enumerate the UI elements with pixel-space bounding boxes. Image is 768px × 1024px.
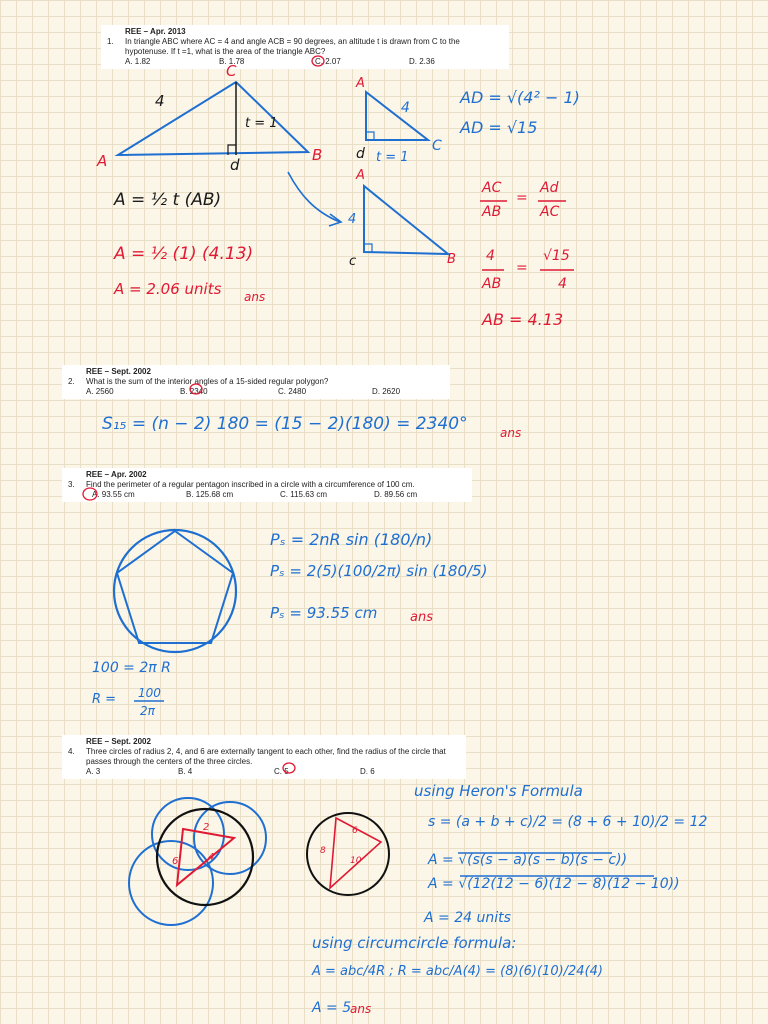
question-2-source: REE – Sept. 2002 xyxy=(86,367,151,376)
question-2-stem: What is the sum of the interior angles of a 15-sided regular polygon? xyxy=(86,377,329,386)
ratio-right-num: Ad xyxy=(540,180,559,196)
q4-area-result: A = 24 units xyxy=(424,910,511,926)
q4-circumcircle-formula: A = abc/4R ; R = abc/A(4) = (8)(6)(10)/24(4) xyxy=(312,964,603,979)
q3-circumference-eq: 100 = 2π R xyxy=(92,660,171,676)
q4-choice-c: C. 5 xyxy=(274,767,289,776)
q1-small-label-C: C xyxy=(432,138,442,154)
q2-choice-b: B. 2340 xyxy=(180,387,208,396)
q4-answer-circle xyxy=(283,763,295,773)
q1-small-label-d: d xyxy=(356,146,365,162)
q4-choice-d: D. 6 xyxy=(360,767,375,776)
q1-label-B: B xyxy=(312,146,323,164)
q1-rot-label-B: B xyxy=(447,252,456,267)
q4-small-label-8: 8 xyxy=(320,846,326,856)
q4-big-label-6: 6 xyxy=(172,856,179,867)
ratio2-right-den: 4 xyxy=(558,276,567,292)
q2-choice-a: A. 2560 xyxy=(86,387,114,396)
q2-equation: S₁₅ = (n − 2) 180 = (15 − 2)(180) = 2340° xyxy=(102,414,468,434)
q3-formula: Pₛ = 2nR sin (180/n) xyxy=(270,530,433,549)
q1-rot-label-A: A xyxy=(356,168,365,183)
q3-choice-a: A. 93.55 cm xyxy=(92,490,135,499)
q3-choice-c: C. 115.63 cm xyxy=(280,490,327,499)
ratio-right-den: AC xyxy=(540,204,560,220)
q3-choice-d: D. 89.56 cm xyxy=(374,490,418,499)
q4-semiperimeter: s = (a + b + c)/2 = (8 + 6 + 10)/2 = 12 xyxy=(428,814,708,830)
q1-label-side-4: 4 xyxy=(155,92,165,110)
q4-heron-title: using Heron's Formula xyxy=(414,782,583,800)
ratio-equals: = xyxy=(516,190,528,206)
ratio2-left-den: AB xyxy=(482,276,502,292)
q4-ans: ans xyxy=(350,1002,372,1016)
q1-area-formula: A = ½ t (AB) xyxy=(114,190,222,210)
q4-circle-radius-6 xyxy=(129,841,213,925)
q3-radius-num: 100 xyxy=(138,686,161,700)
q1-choice-a: A. 1.82 xyxy=(125,57,151,66)
q1-small-right-angle xyxy=(366,132,374,140)
question-4-stem: Three circles of radius 2, 4, and 6 are externally tangent to each other, find the radius of the circle that passes through the centers of the three circles. xyxy=(86,747,446,766)
q1-label-A: A xyxy=(97,152,108,170)
question-3-stem: Find the perimeter of a regular pentagon inscribed in a circle with a circumference of 100 cm. xyxy=(86,480,415,489)
question-4-source: REE – Sept. 2002 xyxy=(86,737,151,746)
q1-ad-result: AD = √15 xyxy=(460,118,538,137)
q1-rot-label-c: c xyxy=(349,254,357,269)
q1-rotated-right-angle xyxy=(364,244,372,252)
q3-substitution: Pₛ = 2(5)(100/2π) sin (180/5) xyxy=(270,562,488,580)
question-3-source: REE – Apr. 2002 xyxy=(86,470,147,479)
q3-choice-b: B. 125.68 cm xyxy=(186,490,234,499)
q1-curved-arrow xyxy=(288,172,340,222)
q1-choice-b: B. 1.78 xyxy=(219,57,245,66)
q4-big-label-4: 4 xyxy=(208,852,215,863)
question-1-source: REE – Apr. 2013 xyxy=(125,27,186,36)
question-1-stem: In triangle ABC where AC = 4 and angle ACB = 90 degrees, an altitude t is drawn from C to the hypotenuse. If t =1, what is the area of the triangle ABC? xyxy=(125,37,460,56)
q4-result: A = 5 xyxy=(312,1000,352,1016)
question-3-number: 3. xyxy=(68,480,75,489)
q1-choice-c: C. 2.07 xyxy=(315,57,341,66)
q1-ad-equation: AD = √(4² − 1) xyxy=(460,88,580,107)
q4-choice-b: B. 4 xyxy=(178,767,193,776)
q3-ans: ans xyxy=(410,610,433,625)
q2-ans: ans xyxy=(500,426,522,440)
question-4-number: 4. xyxy=(68,747,75,756)
q3-answer-circle xyxy=(83,488,97,500)
q1-area-result: A = 2.06 units xyxy=(114,280,222,298)
q1-ab-result: AB = 4.13 xyxy=(482,310,564,329)
q3-circle xyxy=(114,530,236,652)
q1-label-t: t = 1 xyxy=(245,116,278,131)
q1-label-C: C xyxy=(226,62,237,80)
ratio-left-den: AB xyxy=(482,204,502,220)
question-2-number: 2. xyxy=(68,377,75,386)
q2-choice-c: C. 2480 xyxy=(278,387,307,396)
q1-rotated-triangle xyxy=(364,186,448,254)
q1-label-d: d xyxy=(230,156,240,174)
q1-main-triangle xyxy=(118,82,308,155)
q4-big-label-2: 2 xyxy=(203,822,210,833)
q1-area-substitution: A = ½ (1) (4.13) xyxy=(114,244,254,264)
ratio2-equals: = xyxy=(516,260,528,276)
q1-choice-d: D. 2.36 xyxy=(409,57,435,66)
q3-radius-den: 2π xyxy=(140,704,155,718)
q4-small-label-6: 6 xyxy=(352,826,358,836)
q1-small-label-A: A xyxy=(356,76,365,91)
ratio2-right-num: √15 xyxy=(543,248,570,264)
q4-heron-substitution: A = √(12(12 − 6)(12 − 8)(12 − 10)) xyxy=(428,876,680,892)
q1-rot-label-4: 4 xyxy=(348,212,357,227)
q2-choice-d: D. 2620 xyxy=(372,387,401,396)
q1-area-ans: ans xyxy=(244,290,266,304)
q1-small-label-t: t = 1 xyxy=(376,150,409,165)
question-1-number: 1. xyxy=(107,37,114,46)
ratio2-left-num: 4 xyxy=(486,248,495,264)
q3-radius-lhs: R = xyxy=(92,692,117,707)
q1-answer-circle xyxy=(312,56,324,66)
q3-pentagon xyxy=(117,531,233,643)
q4-centers-triangle xyxy=(177,829,234,885)
ratio-left-num: AC xyxy=(482,180,502,196)
q4-heron-formula: A = √(s(s − a)(s − b)(s − c)) xyxy=(428,852,628,868)
q1-small-label-4: 4 xyxy=(401,100,410,116)
q4-choice-a: A. 3 xyxy=(86,767,101,776)
q3-result: Pₛ = 93.55 cm xyxy=(270,604,378,622)
q4-small-label-10: 10 xyxy=(350,856,362,866)
q1-small-triangle xyxy=(366,92,428,140)
q2-answer-circle xyxy=(190,384,202,394)
q4-circumcircle-title: using circumcircle formula: xyxy=(312,934,517,952)
